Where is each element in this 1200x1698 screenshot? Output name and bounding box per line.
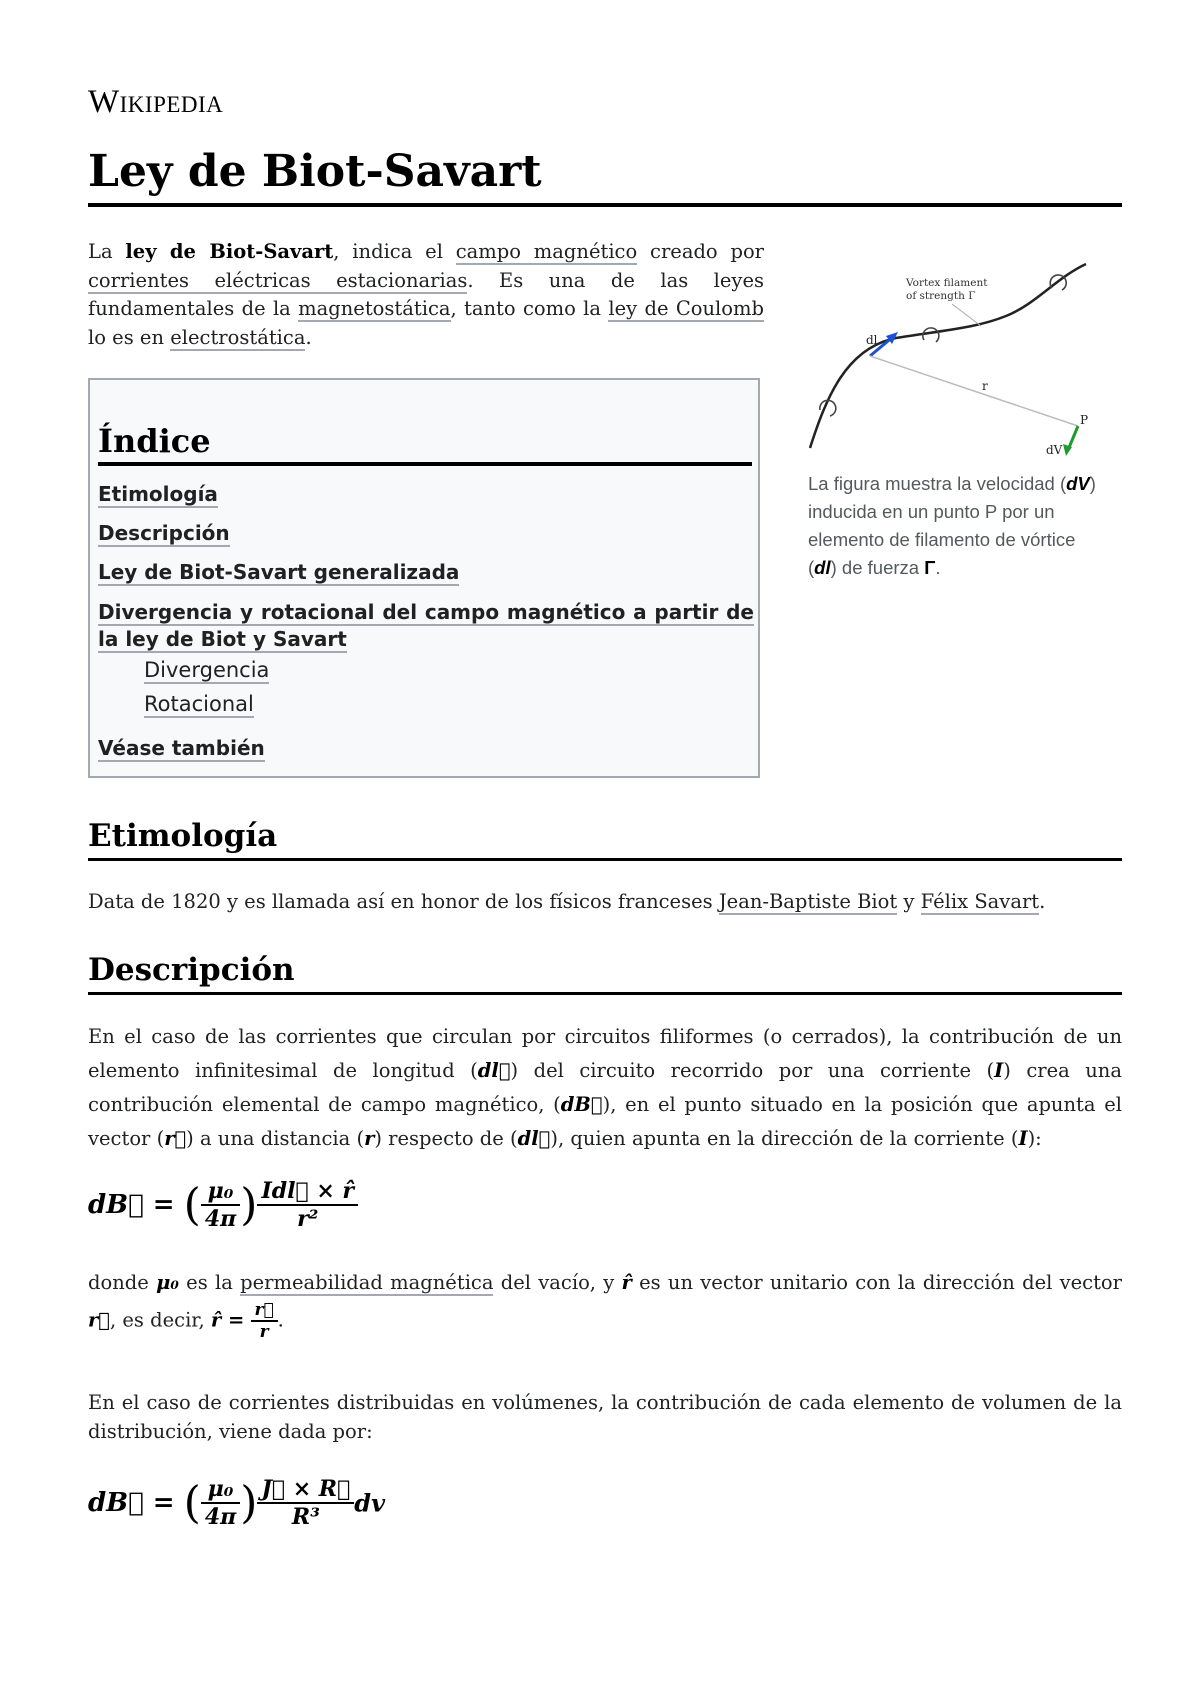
section-heading-descripcion: Descripción xyxy=(88,952,1122,995)
toc-item-etimologia[interactable] xyxy=(98,482,754,506)
formula-biot-savart-volume: dB⃗ = ( $\frac{\text{μ₀}}{4\pi}$ ) $\frac{J⃗ \times R⃗}{\text{R³}}$ dv xyxy=(88,1476,386,1530)
lead-text: La xyxy=(88,240,126,263)
paragraph-text: donde xyxy=(88,1271,157,1294)
toc-title: Índice xyxy=(98,422,752,466)
math-r-hat-eq: r̂ = xyxy=(210,1308,245,1332)
caption-text: ) de fuerza xyxy=(830,557,925,578)
toc-subitem-label: Divergencia xyxy=(144,658,270,682)
section-heading-etimologia: Etimología xyxy=(88,818,1122,861)
paragraph-text: es la xyxy=(178,1271,241,1294)
label-dl: dl xyxy=(866,333,878,347)
table-of-contents xyxy=(88,378,760,778)
math-dl-vector: dl⃗ xyxy=(477,1059,511,1082)
math-r-vector: r⃗ xyxy=(164,1127,187,1150)
label-p: P xyxy=(1080,413,1089,427)
math-r-hat: r̂ xyxy=(621,1271,632,1294)
toc-item-label: Ley de Biot-Savart generalizada xyxy=(98,560,460,584)
formula-lhs: dB⃗ = xyxy=(88,1190,175,1220)
math-r-frac-den: r xyxy=(259,1322,269,1342)
toc-item-ley-generalizada[interactable] xyxy=(98,560,754,584)
formula-mu0: μ₀ xyxy=(201,1178,240,1206)
paragraph-etimologia xyxy=(88,888,1122,916)
lead-bold-term: ley de Biot-Savart xyxy=(125,240,334,263)
caption-math-dV: dV xyxy=(1066,473,1090,494)
math-dB-vector: dB⃗ xyxy=(560,1093,603,1116)
paragraph-descripcion-3: En el caso de corrientes distribuidas en volúmenes, la contribución de cada elemento de volumen de la distribución, viene dada por: xyxy=(88,1391,1122,1443)
link-felix-savart[interactable]: Félix Savart xyxy=(920,890,1040,913)
paragraph-text: En el caso de las corrientes que circulan por circuitos filiformes (o cerrados), la contribución de un elemento infinitesimal de longitud ( xyxy=(88,1025,1122,1082)
toc-item-divergencia-rotacional[interactable] xyxy=(98,599,754,653)
formula-4pi: 4π xyxy=(204,1504,237,1530)
toc-subitem-rotacional[interactable] xyxy=(144,692,254,716)
r-vector-line xyxy=(870,356,1078,426)
lead-paragraph xyxy=(88,238,764,352)
caption-text: . xyxy=(935,557,941,578)
link-magnetostatica[interactable]: magnetostática xyxy=(298,297,451,320)
lead-text: . xyxy=(305,325,312,349)
math-r-vector: r⃗ xyxy=(88,1308,110,1332)
caption-text: La figura muestra la velocidad ( xyxy=(808,473,1067,494)
link-corrientes-electricas[interactable]: corrientes eléctricas estacionarias xyxy=(88,268,468,292)
math-r-frac-num: r⃗ xyxy=(251,1300,278,1322)
toc-item-label: Divergencia y rotacional del campo magnético a partir de la ley de Biot y Savart xyxy=(98,600,754,651)
paragraph-text: y xyxy=(897,890,921,913)
label-vortex-filament: Vortex filament xyxy=(906,277,988,289)
formula-denominator: R³ xyxy=(291,1504,320,1530)
page-title: Ley de Biot-Savart xyxy=(88,146,1122,207)
label-strength: of strength Γ xyxy=(906,290,976,302)
math-r-fraction xyxy=(251,1300,278,1342)
toc-item-label: Véase también xyxy=(98,736,265,760)
paragraph-text: , es decir, xyxy=(109,1308,211,1332)
math-I: I xyxy=(994,1059,1004,1082)
toc-item-descripcion[interactable] xyxy=(98,521,754,545)
paragraph-text: ) del circuito recorrido por una corriente ( xyxy=(510,1059,995,1082)
paragraph-text: ) crea una contribución elemental de campo magnético, ( xyxy=(88,1059,1122,1116)
formula-mu0: μ₀ xyxy=(201,1476,240,1504)
toc-subitem-divergencia[interactable] xyxy=(144,658,269,682)
paragraph-text: ), quien apunta en la dirección de la corriente ( xyxy=(550,1127,1019,1150)
toc-item-label: Etimología xyxy=(98,482,218,506)
formula-lhs: dB⃗ = xyxy=(88,1488,175,1518)
lead-text: . Es una de las leyes fundamentales de la xyxy=(88,268,764,320)
formula-biot-savart-filiform: dB⃗ = ( $\frac{\text{μ₀}}{4\pi}$ ) $\frac{\text{Idl⃗ × r̂}}{\text{r²}}$ xyxy=(88,1178,358,1232)
link-ley-de-coulomb[interactable]: ley de Coulomb xyxy=(608,297,764,320)
paragraph-text: . xyxy=(277,1308,284,1332)
formula-dv: dv xyxy=(354,1488,386,1518)
formula-numerator: Idl⃗ × r̂ xyxy=(257,1178,358,1206)
math-dl-vector: dl⃗ xyxy=(517,1127,551,1150)
figure-caption xyxy=(808,470,1098,582)
lead-text: , tanto como la xyxy=(450,297,609,320)
filament-label-leader xyxy=(952,304,981,326)
paragraph-descripcion-2 xyxy=(88,1266,1122,1342)
formula-denominator: r² xyxy=(297,1206,319,1232)
paragraph-text: ): xyxy=(1027,1127,1042,1150)
paragraph-descripcion-1 xyxy=(88,1020,1122,1156)
lead-text: creado por xyxy=(637,240,765,263)
caption-math-dl: dl xyxy=(814,557,831,578)
lead-text: , indica el xyxy=(333,240,456,263)
toc-subitem-label: Rotacional xyxy=(144,692,254,716)
label-dv: dV xyxy=(1046,443,1063,457)
paragraph-text: ) a una distancia ( xyxy=(186,1127,365,1150)
vortex-swirl-mid xyxy=(923,328,939,342)
link-campo-magnetico[interactable]: campo magnético xyxy=(455,240,638,263)
toc-item-label: Descripción xyxy=(98,521,230,545)
label-r: r xyxy=(982,379,988,393)
paragraph-text: ) respecto de ( xyxy=(374,1127,518,1150)
math-r: r xyxy=(364,1127,375,1150)
lead-text: lo es en xyxy=(88,325,171,349)
link-electrostatica[interactable]: electrostática xyxy=(170,325,306,349)
math-I: I xyxy=(1018,1127,1028,1150)
paragraph-text: Data de 1820 y es llamada así en honor de los físicos franceses xyxy=(88,890,719,913)
paragraph-text: del vacío, y xyxy=(493,1271,622,1294)
paragraph-text: es un vector unitario con la dirección del vector xyxy=(631,1271,1122,1294)
wikipedia-logo[interactable] xyxy=(88,84,223,121)
link-jean-baptiste-biot[interactable]: Jean-Baptiste Biot xyxy=(718,890,898,913)
caption-math-gamma: Γ xyxy=(924,557,936,578)
paragraph-text: . xyxy=(1039,890,1046,913)
math-mu0: μ₀ xyxy=(156,1271,179,1294)
wikipedia-wordmark: Wikipedia xyxy=(88,84,224,120)
toc-item-vease-tambien[interactable] xyxy=(98,736,754,760)
caption-text: ) inducida en un punto P por un elemento de filamento de vórtice ( xyxy=(808,473,1096,578)
link-permeabilidad-magnetica[interactable]: permeabilidad magnética xyxy=(240,1271,494,1294)
formula-numerator: J⃗ × R⃗ xyxy=(257,1476,354,1504)
vortex-filament-figure[interactable] xyxy=(806,258,1096,466)
formula-4pi: 4π xyxy=(204,1206,237,1232)
paragraph-text: ), en el punto situado en la posición que apunta el vector ( xyxy=(88,1093,1122,1150)
